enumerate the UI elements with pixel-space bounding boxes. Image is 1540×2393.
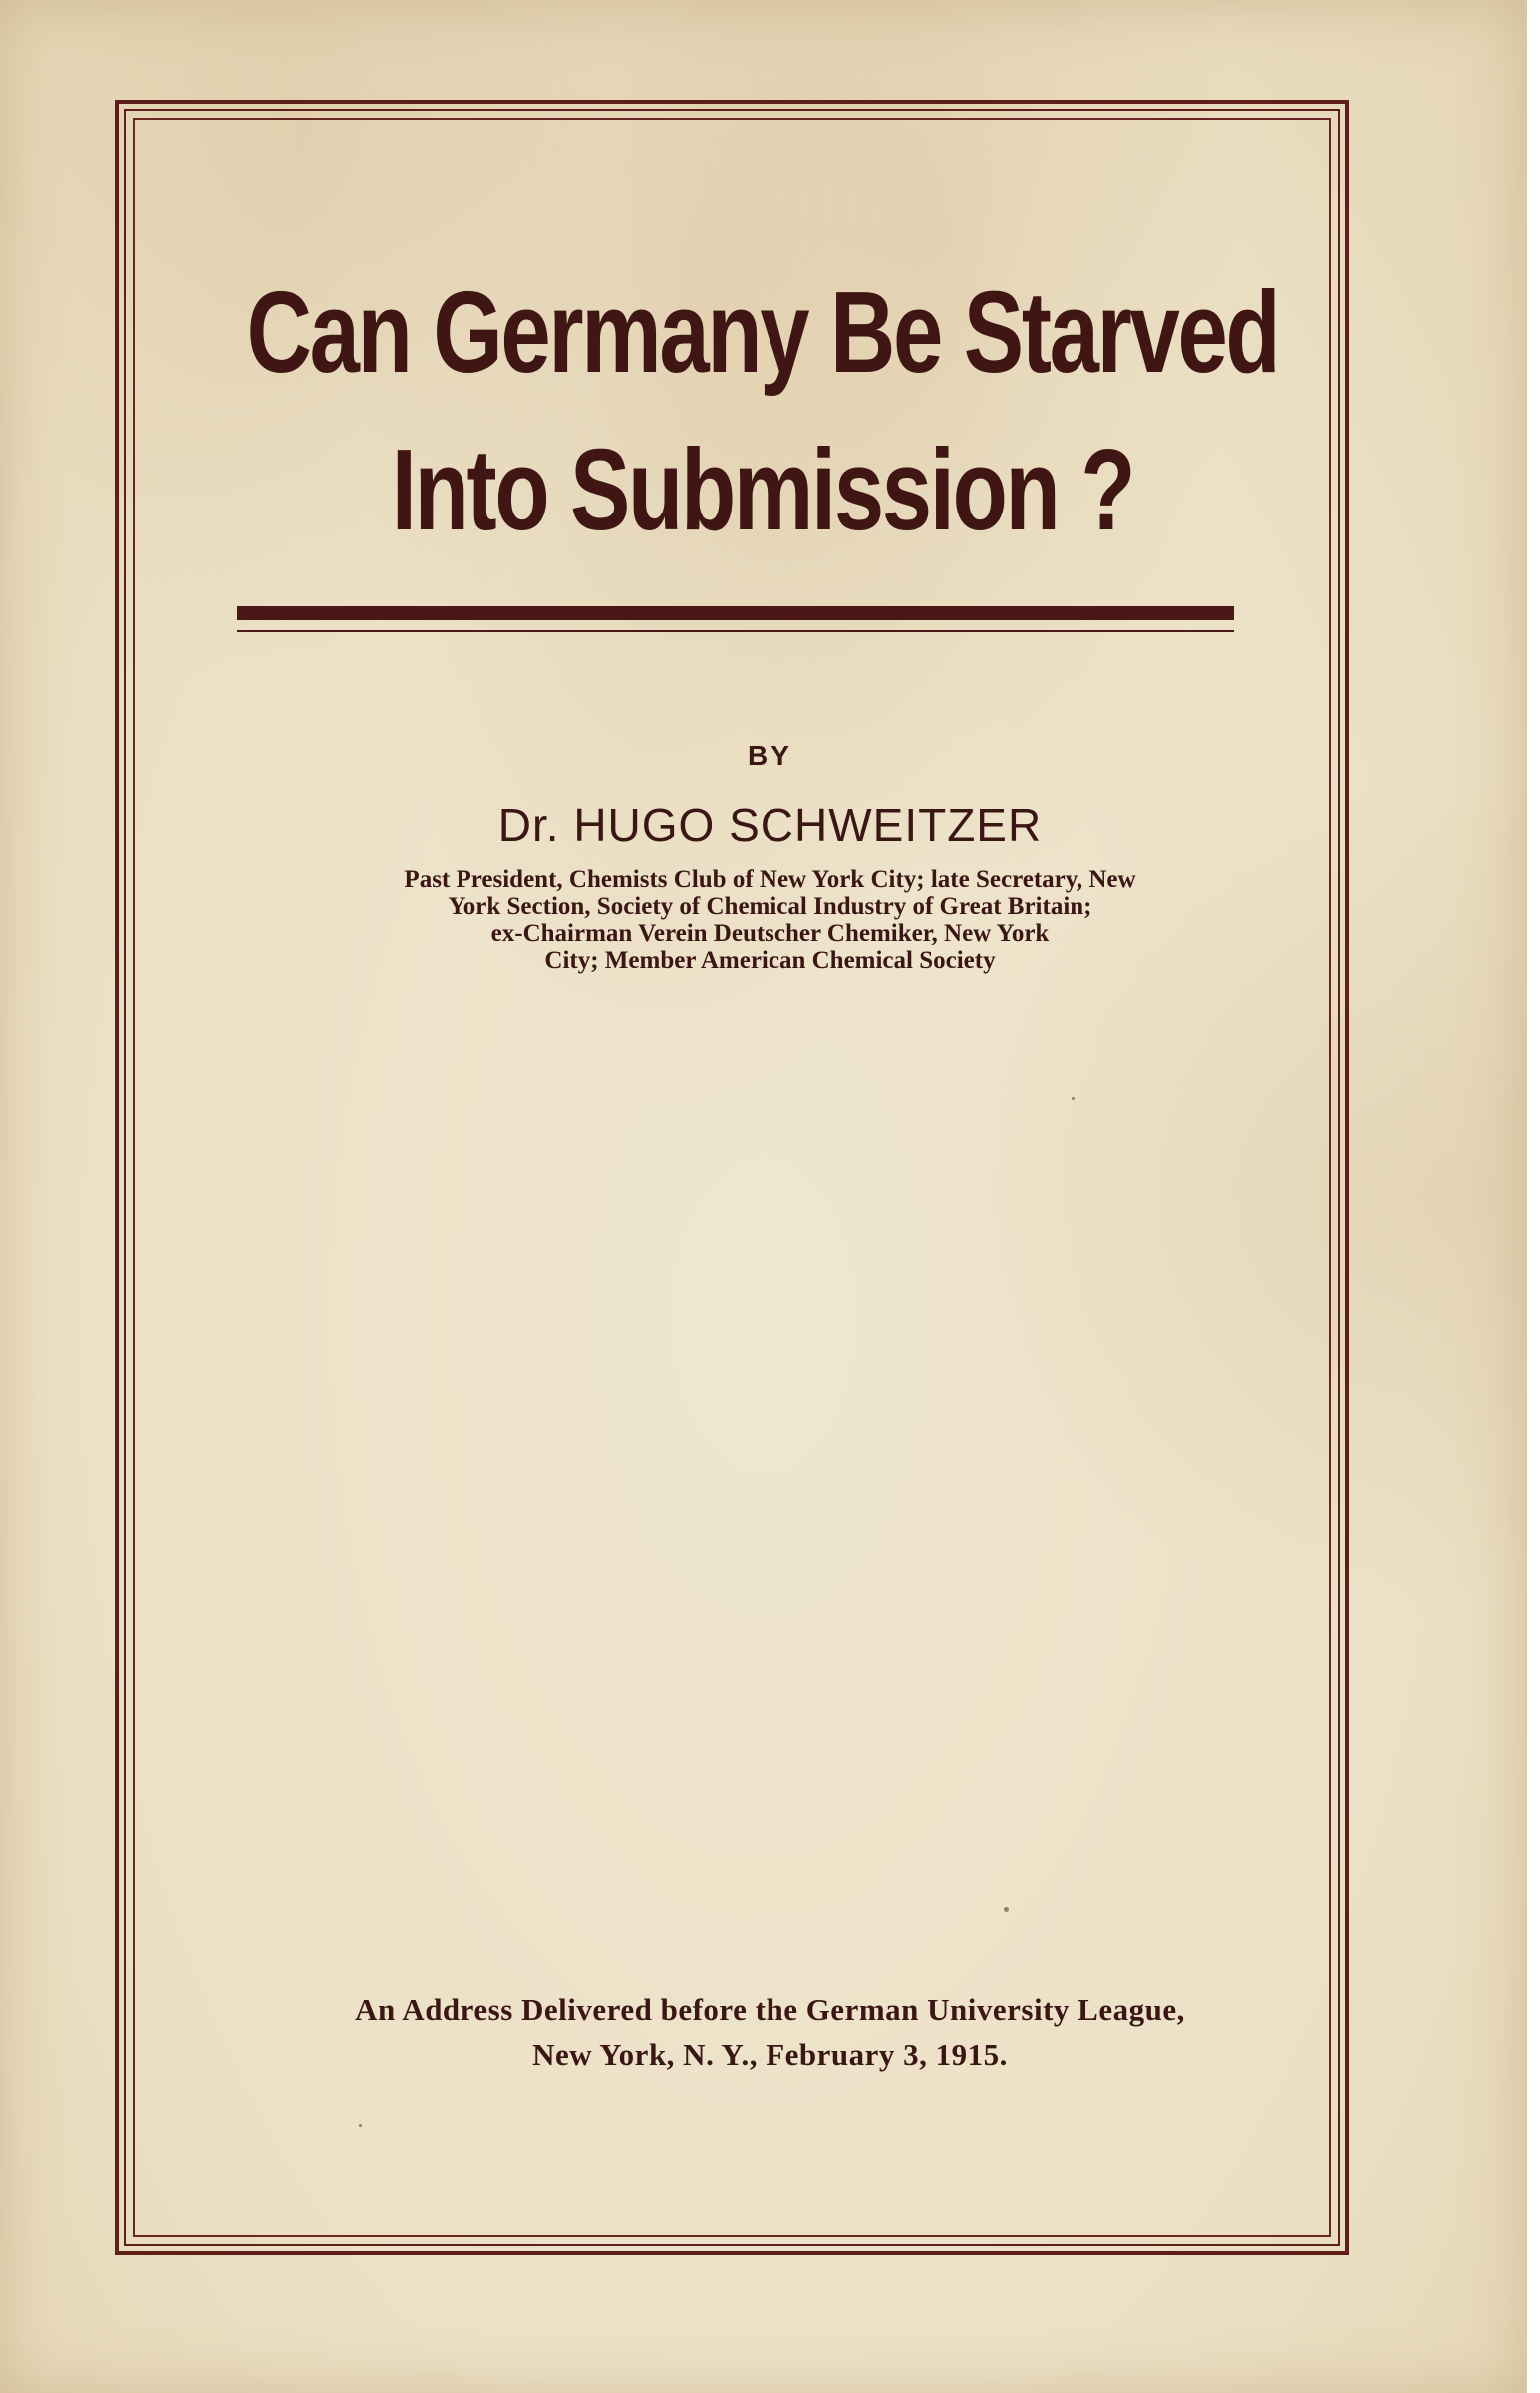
credentials-line-3: ex-Chairman Verein Deutscher Chemiker, New York <box>490 920 1050 947</box>
address-line-1: An Address Delivered before the German University League, <box>355 1992 1185 2027</box>
credentials-line-4: City; Member American Chemical Society <box>544 947 996 974</box>
title-rule-thick <box>237 606 1234 620</box>
paper-speck <box>1004 1907 1009 1912</box>
address-line-2: New York, N. Y., February 3, 1915. <box>532 2037 1008 2072</box>
by-label: BY <box>748 740 792 771</box>
credentials-line-1: Past President, Chemists Club of New York City; late Secretary, New <box>404 866 1136 893</box>
paper-speck <box>1072 1097 1075 1100</box>
credentials-line-2: York Section, Society of Chemical Industry of Great Britain; <box>448 893 1092 920</box>
paper-speck <box>359 2124 362 2127</box>
author-name: Dr. HUGO SCHWEITZER <box>497 799 1043 851</box>
title-rule-thin <box>237 630 1234 632</box>
title-line-2: Into Submission ? <box>391 425 1134 554</box>
title-line-1: Can Germany Be Starved <box>246 267 1279 397</box>
